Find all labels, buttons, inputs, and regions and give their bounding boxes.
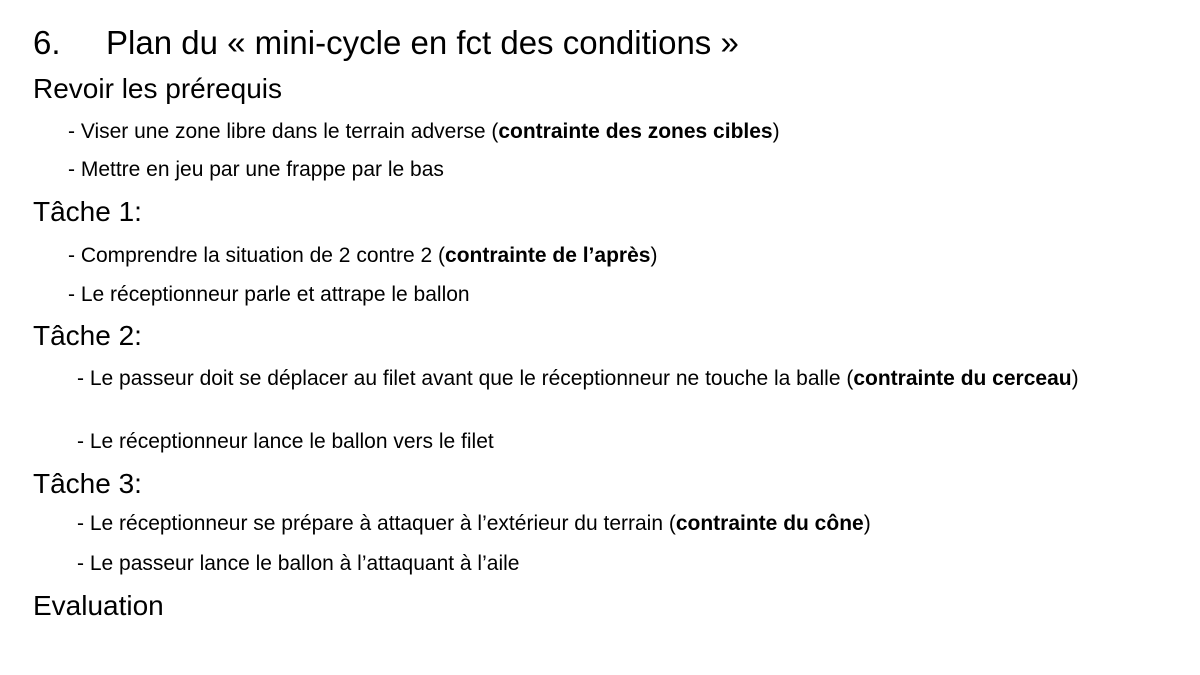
- bullet-item: [68, 158, 444, 182]
- bullet-text: - Comprendre la situation de 2 contre 2 (: [68, 244, 446, 267]
- bullet-text: - Viser une zone libre dans le terrain adverse (: [68, 120, 499, 143]
- slide-title: [33, 23, 739, 63]
- bullet-text-end: ): [863, 512, 871, 535]
- section-heading-tache-2: Tâche 2:: [33, 320, 142, 351]
- bullet-item: [68, 283, 470, 307]
- section-heading-evaluation: Evaluation: [33, 590, 164, 621]
- bullet-item: [68, 244, 657, 268]
- bullet-emphasis: contrainte du cône: [675, 512, 864, 535]
- bullet-item: [77, 552, 519, 576]
- bullet-text: - Le réceptionneur parle et attrape le ballon: [68, 283, 470, 306]
- bullet-text: - Le réceptionneur se prépare à attaquer à l’extérieur du terrain (: [77, 512, 676, 535]
- bullet-emphasis: contrainte du cerceau: [853, 367, 1072, 390]
- bullet-item: [77, 512, 871, 536]
- bullet-text-end: ): [1071, 367, 1079, 390]
- section-heading-tache-1: Tâche 1:: [33, 196, 142, 227]
- bullet-text-end: ): [650, 244, 658, 267]
- bullet-emphasis: contrainte des zones cibles: [498, 120, 773, 143]
- bullet-text: - Le réceptionneur lance le ballon vers le filet: [77, 430, 494, 453]
- title-text: Plan du « mini-cycle en fct des conditions »: [106, 24, 739, 61]
- bullet-item: [77, 430, 494, 454]
- section-heading-prerequis: Revoir les prérequis: [33, 73, 282, 104]
- bullet-text: - Le passeur lance le ballon à l’attaquant à l’aile: [77, 552, 520, 575]
- title-number: 6.: [33, 24, 61, 61]
- bullet-text: - Le passeur doit se déplacer au filet avant que le réceptionneur ne touche la balle (: [77, 367, 854, 390]
- bullet-item: [68, 120, 780, 144]
- bullet-item: [77, 367, 1177, 391]
- bullet-text: - Mettre en jeu par une frappe par le bas: [68, 158, 444, 181]
- bullet-text-end: ): [772, 120, 780, 143]
- section-heading-tache-3: Tâche 3:: [33, 468, 142, 499]
- bullet-emphasis: contrainte de l’après: [445, 244, 651, 267]
